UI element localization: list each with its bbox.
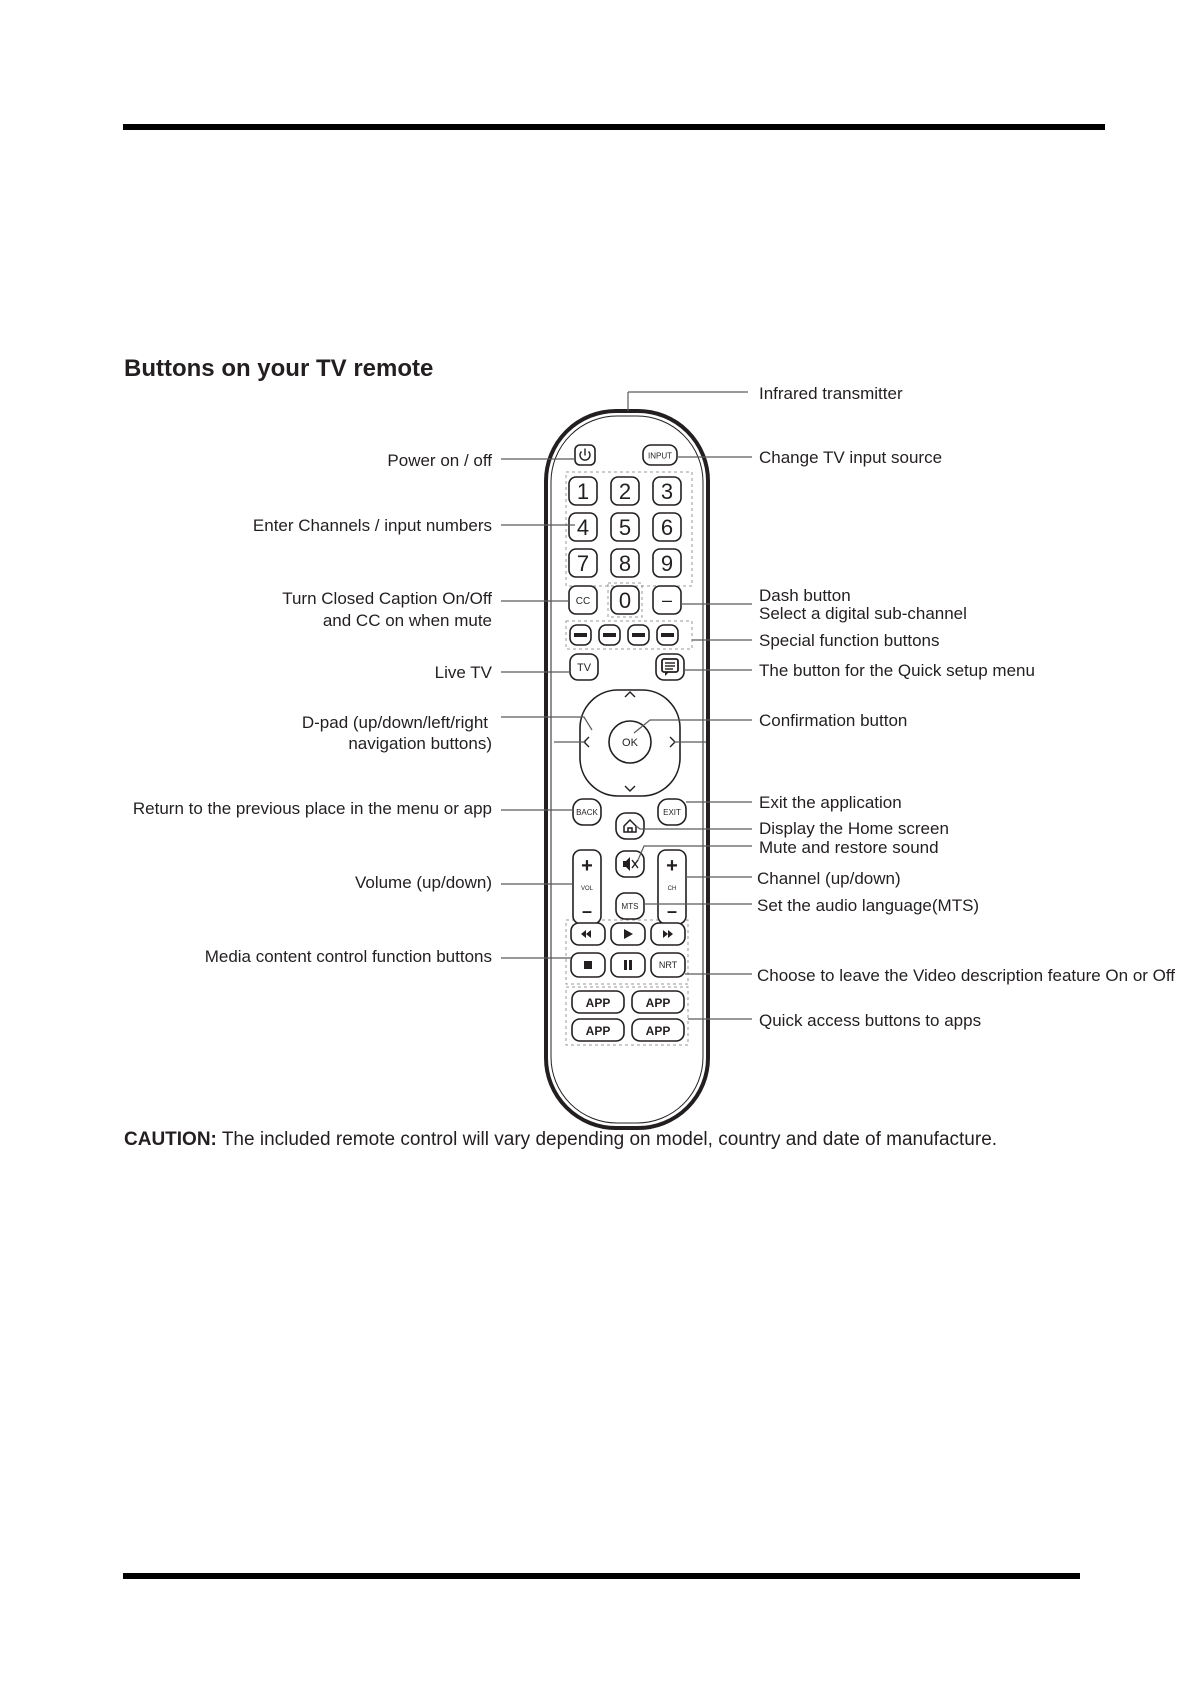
label-exit: Exit the application	[759, 793, 902, 812]
label-mts: Set the audio language(MTS)	[757, 896, 980, 915]
digit-key-label: 1	[576, 479, 590, 504]
volume-down-label: –	[581, 901, 593, 921]
live-tv-button[interactable]	[570, 654, 598, 680]
digit-key-9[interactable]	[653, 549, 681, 577]
nrt-button[interactable]	[651, 953, 685, 977]
fast-forward-button[interactable]	[651, 923, 685, 945]
back-button[interactable]	[573, 799, 601, 825]
dash-button-label: –	[661, 590, 673, 610]
stop-button[interactable]	[571, 953, 605, 977]
digit-key-label: 9	[660, 551, 674, 576]
live-tv-button-label: TV	[576, 662, 592, 674]
dpad	[580, 690, 680, 796]
label-media: Media content control function buttons	[204, 947, 492, 966]
special-function-button-1[interactable]	[570, 625, 591, 645]
label-dpad-line2: navigation buttons)	[348, 734, 492, 753]
app-button-label: APP	[645, 1024, 671, 1038]
digit-key-4[interactable]	[569, 513, 597, 541]
app-button-2[interactable]	[632, 991, 684, 1013]
special-function-button-3[interactable]	[628, 625, 649, 645]
channel-rocker-label: CH	[667, 886, 677, 892]
volume-rocker-label: VOL	[580, 886, 594, 892]
special-function-button-2[interactable]	[599, 625, 620, 645]
cc-button-label: CC	[575, 596, 591, 607]
digit-key-0[interactable]	[611, 586, 639, 614]
nrt-button-label: NRT	[658, 960, 678, 970]
digit-key-1[interactable]	[569, 477, 597, 505]
exit-button[interactable]	[658, 799, 686, 825]
label-numbers: Enter Channels / input numbers	[252, 516, 492, 535]
digit-key-label: 0	[618, 588, 632, 613]
label-live-tv: Live TV	[434, 663, 492, 682]
ok-button-label: OK	[622, 737, 638, 749]
pause-button[interactable]	[611, 953, 645, 977]
mts-button[interactable]	[616, 893, 644, 919]
label-infrared: Infrared transmitter	[759, 384, 903, 403]
label-quick-setup: The button for the Quick setup menu	[759, 661, 1035, 680]
label-channel: Channel (up/down)	[757, 869, 901, 888]
special-function-button-4[interactable]	[657, 625, 678, 645]
app-button-3[interactable]	[572, 1019, 624, 1041]
home-button[interactable]	[616, 813, 644, 839]
volume-up-label: +	[581, 855, 593, 877]
page-title: Buttons on your TV remote	[124, 355, 434, 382]
label-dash-line2: Select a digital sub-channel	[759, 604, 967, 623]
label-dpad-line1: D-pad (up/down/left/right	[301, 713, 488, 732]
digit-key-label: 6	[660, 515, 674, 540]
label-power: Power on / off	[387, 451, 492, 470]
label-confirm: Confirmation button	[759, 711, 908, 730]
stop-icon	[584, 961, 592, 969]
back-button-label: BACK	[576, 808, 598, 817]
digit-key-6[interactable]	[653, 513, 681, 541]
app-button-label: APP	[585, 996, 611, 1010]
power-button[interactable]	[575, 445, 595, 465]
label-back: Return to the previous place in the menu or app	[132, 799, 492, 818]
digit-key-7[interactable]	[569, 549, 597, 577]
play-button[interactable]	[611, 923, 645, 945]
app-button-label: APP	[645, 996, 671, 1010]
digit-key-2[interactable]	[611, 477, 639, 505]
exit-button-label: EXIT	[663, 808, 681, 817]
volume-rocker[interactable]	[573, 850, 601, 924]
label-cc-line1: Turn Closed Caption On/Off	[282, 589, 492, 608]
label-dash-line1: Dash button	[759, 586, 851, 605]
caution-prefix: CAUTION:	[124, 1129, 217, 1150]
channel-rocker[interactable]	[658, 850, 686, 924]
digit-key-label: 4	[576, 515, 590, 540]
dash-button[interactable]	[653, 586, 681, 614]
label-mute: Mute and restore sound	[759, 838, 939, 857]
label-home: Display the Home screen	[759, 819, 949, 838]
digit-key-3[interactable]	[653, 477, 681, 505]
digit-key-label: 7	[576, 551, 590, 576]
app-button-label: APP	[585, 1024, 611, 1038]
label-cc-line2: and CC on when mute	[322, 611, 492, 630]
digit-key-label: 8	[618, 551, 632, 576]
input-button[interactable]	[643, 445, 677, 465]
ok-button[interactable]	[609, 721, 651, 763]
caution-text: The included remote control will vary depending on model, country and date of manufacture.	[216, 1129, 998, 1150]
label-special: Special function buttons	[759, 631, 940, 650]
digit-key-5[interactable]	[611, 513, 639, 541]
quick-setup-button[interactable]	[656, 654, 684, 680]
mts-button-label: MTS	[621, 902, 639, 911]
channel-up-label: +	[666, 855, 678, 877]
app-button-4[interactable]	[632, 1019, 684, 1041]
cc-button[interactable]	[569, 586, 597, 614]
caution-note	[124, 1129, 997, 1151]
label-input: Change TV input source	[759, 448, 943, 467]
label-volume: Volume (up/down)	[354, 873, 492, 892]
input-button-label: INPUT	[648, 451, 672, 461]
label-apps: Quick access buttons to apps	[759, 1011, 982, 1030]
channel-down-label: –	[666, 901, 678, 921]
label-nrt: Choose to leave the Video description feature On or Off	[757, 966, 1176, 985]
digit-key-label: 2	[618, 479, 632, 504]
digit-key-8[interactable]	[611, 549, 639, 577]
digit-key-label: 3	[660, 479, 674, 504]
rewind-button[interactable]	[571, 923, 605, 945]
digit-key-label: 5	[618, 515, 632, 540]
app-button-1[interactable]	[572, 991, 624, 1013]
